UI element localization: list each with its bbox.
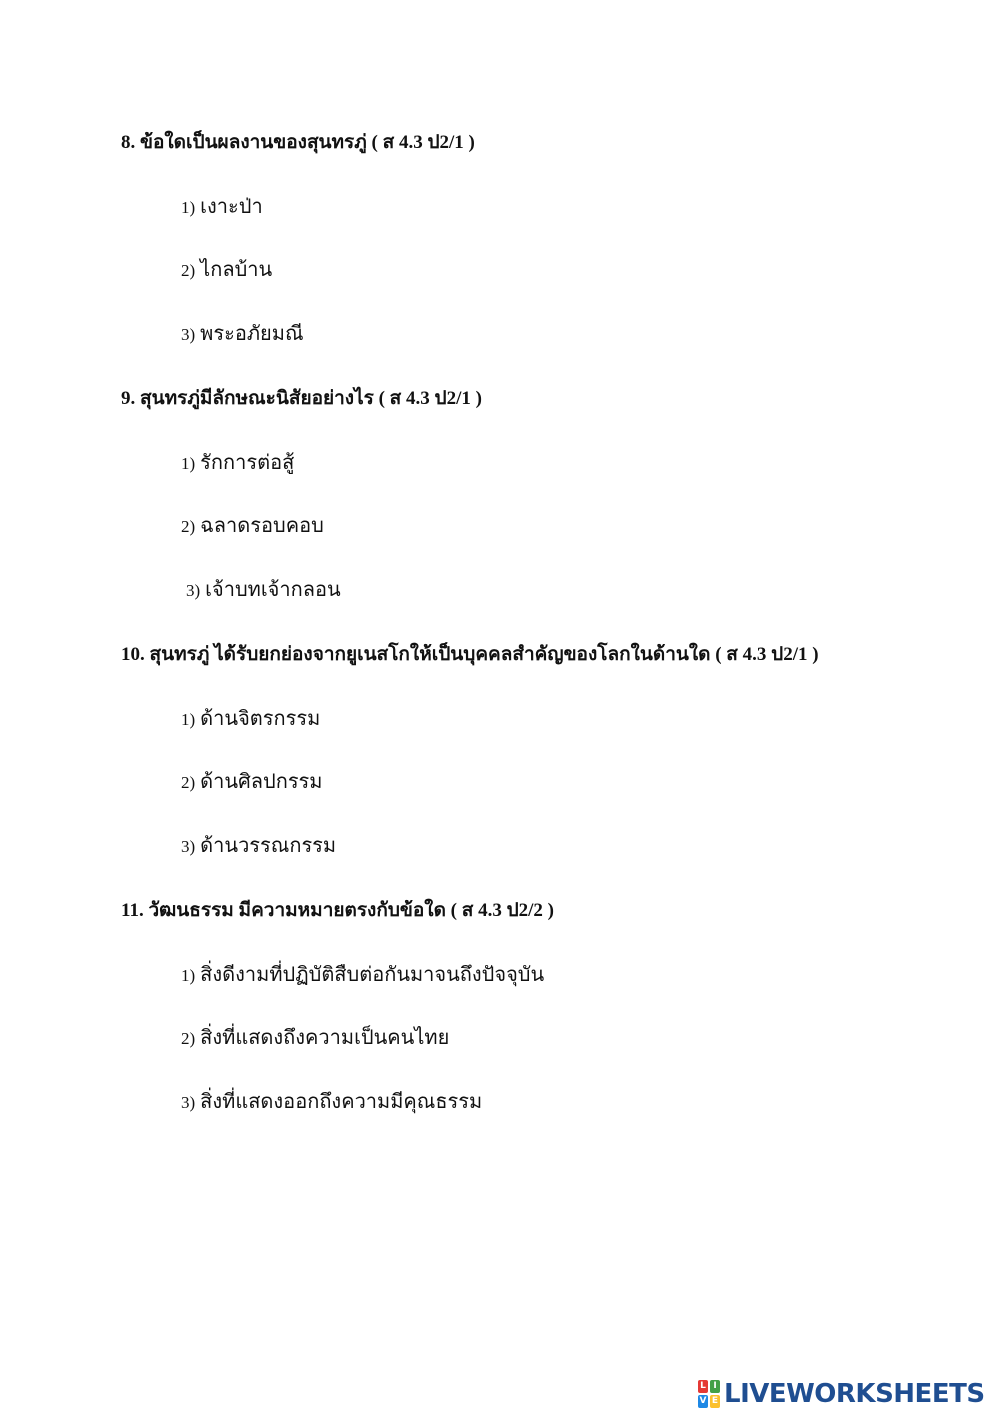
liveworksheets-logo-icon	[698, 1380, 720, 1408]
question-10: 10. สุนทรภู่ ได้รับยกย่องจากยูเนสโกให้เป็นบุคคลสำคัญของโลกในด้านใด ( ส 4.3 ป2/1 )	[121, 644, 819, 665]
liveworksheets-logo-text: LIVEWORKSHEETS	[724, 1379, 985, 1409]
question-11-option-2: 2) สิ่งที่แสดงถึงความเป็นคนไทย	[181, 1027, 450, 1049]
question-10-option-1: 1) ด้านจิตรกรรม	[181, 708, 321, 730]
logo-letter-v: V	[699, 1396, 707, 1406]
question-10-option-2: 2) ด้านศิลปกรรม	[181, 771, 323, 793]
logo-letter-l: L	[698, 1380, 708, 1393]
question-8: 8. ข้อใดเป็นผลงานของสุนทรภู่ ( ส 4.3 ป2/1 )	[121, 132, 475, 153]
question-11-option-3: 3) สิ่งที่แสดงออกถึงความมีคุณธรรม	[181, 1091, 483, 1113]
question-8-option-2: 2) ไกลบ้าน	[181, 259, 273, 281]
question-9: 9. สุนทรภู่มีลักษณะนิสัยอย่างไร ( ส 4.3 ป2/1 )	[121, 388, 482, 409]
question-8-option-3: 3) พระอภัยมณี	[181, 323, 304, 345]
question-9-option-2: 2) ฉลาดรอบคอบ	[181, 515, 324, 537]
question-9-option-3: 3) เจ้าบทเจ้ากลอน	[186, 579, 341, 601]
logo-letter-i: I	[710, 1380, 720, 1393]
question-11-option-1: 1) สิ่งดีงามที่ปฏิบัติสืบต่อกันมาจนถึงปัจจุบัน	[181, 964, 545, 986]
logo-letter-e: E	[711, 1396, 719, 1406]
question-8-option-1: 1) เงาะป่า	[181, 196, 263, 218]
liveworksheets-logo[interactable]	[698, 1378, 985, 1410]
question-10-option-3: 3) ด้านวรรณกรรม	[181, 835, 337, 857]
question-9-option-1: 1) รักการต่อสู้	[181, 452, 295, 474]
question-11: 11. วัฒนธรรม มีความหมายตรงกับข้อใด ( ส 4.3 ป2/2 )	[121, 900, 554, 921]
